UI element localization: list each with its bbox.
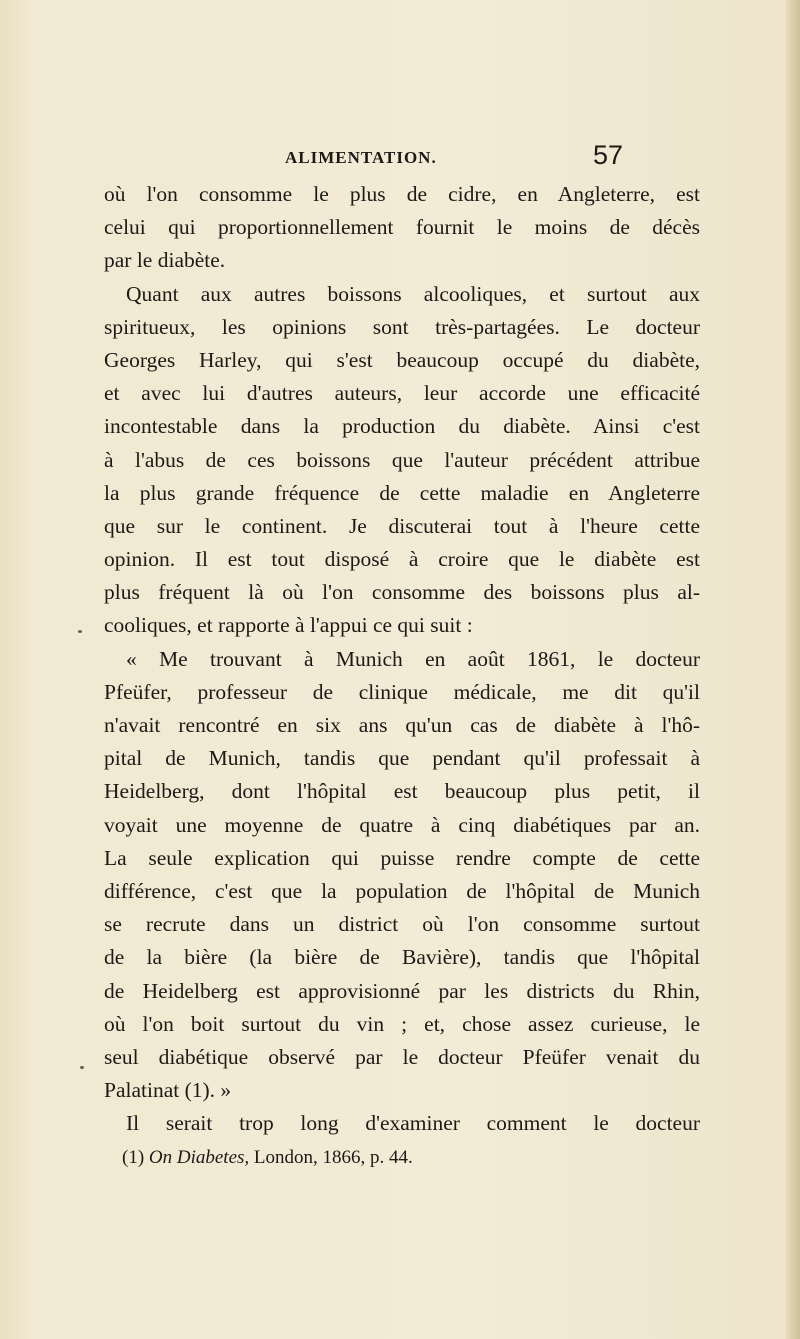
text-line: la plus grande fréquence de cette maladie en Angleterre bbox=[104, 480, 700, 505]
footnote-reference: London, 1866, p. 44. bbox=[253, 1147, 413, 1168]
text-line: plus fréquent là où l'on consomme des boissons plus al- bbox=[104, 580, 700, 605]
text-line: où l'on consomme le plus de cidre, en Angleterre, est bbox=[104, 182, 700, 206]
text-line: Georges Harley, qui s'est beaucoup occupé du diabète, bbox=[104, 347, 700, 372]
running-head: ALIMENTATION. bbox=[285, 148, 437, 167]
text-line: par le diabète. bbox=[104, 248, 226, 273]
page-header bbox=[285, 140, 685, 176]
text-line: de Heidelberg est approvisionné par les districts du Rhin, bbox=[104, 978, 700, 1003]
footnote bbox=[122, 1147, 413, 1169]
margin-speck bbox=[80, 1066, 84, 1069]
text-line: et avec lui d'autres auteurs, leur accorde une efficacité bbox=[104, 381, 700, 406]
text-line: où l'on boit surtout du vin ; et, chose assez curieuse, le bbox=[104, 1011, 700, 1036]
text-line: n'avait rencontré en six ans qu'un cas de diabète à l'hô- bbox=[104, 713, 700, 737]
text-line: Quant aux autres boissons alcooliques, et surtout aux bbox=[126, 281, 700, 306]
text-line: celui qui proportionnellement fournit le moins de décès bbox=[104, 215, 700, 240]
page-number: 57 bbox=[593, 140, 624, 170]
text-line: voyait une moyenne de quatre à cinq diabétiques par an. bbox=[104, 812, 700, 837]
page-edge bbox=[786, 0, 800, 1339]
text-line: se recrute dans un district où l'on consomme surtout bbox=[104, 912, 700, 937]
text-line: spiritueux, les opinions sont très-partagées. Le docteur bbox=[104, 314, 700, 339]
text-line: seul diabétique observé par le docteur Pfeüfer venait du bbox=[104, 1044, 700, 1069]
text-line: Pfeüfer, professeur de clinique médicale, me dit qu'il bbox=[104, 679, 700, 704]
text-line: cooliques, et rapporte à l'appui ce qui suit : bbox=[104, 613, 473, 638]
text-line: Heidelberg, dont l'hôpital est beaucoup plus petit, il bbox=[104, 779, 700, 804]
text-line: différence, c'est que la population de l'hôpital de Munich bbox=[104, 878, 700, 903]
text-line: que sur le continent. Je discuterai tout à l'heure cette bbox=[104, 513, 700, 538]
text-line: opinion. Il est tout disposé à croire que le diabète est bbox=[104, 547, 700, 572]
text-line: « Me trouvant à Munich en août 1861, le docteur bbox=[126, 646, 700, 671]
text-line: Palatinat (1). » bbox=[104, 1078, 232, 1103]
text-line: incontestable dans la production du diabète. Ainsi c'est bbox=[104, 414, 700, 439]
text-line: de la bière (la bière de Bavière), tandis que l'hôpital bbox=[104, 945, 700, 970]
text-line: pital de Munich, tandis que pendant qu'il professait à bbox=[104, 746, 700, 771]
footnote-title: On Diabetes, bbox=[148, 1147, 250, 1168]
text-line: La seule explication qui puisse rendre compte de cette bbox=[104, 845, 700, 870]
margin-speck bbox=[78, 630, 82, 633]
footnote-marker: (1) bbox=[122, 1147, 145, 1168]
text-line: Il serait trop long d'examiner comment le docteur bbox=[126, 1111, 700, 1136]
text-line: à l'abus de ces boissons que l'auteur précédent attribue bbox=[104, 447, 700, 472]
body-text bbox=[104, 178, 700, 1140]
